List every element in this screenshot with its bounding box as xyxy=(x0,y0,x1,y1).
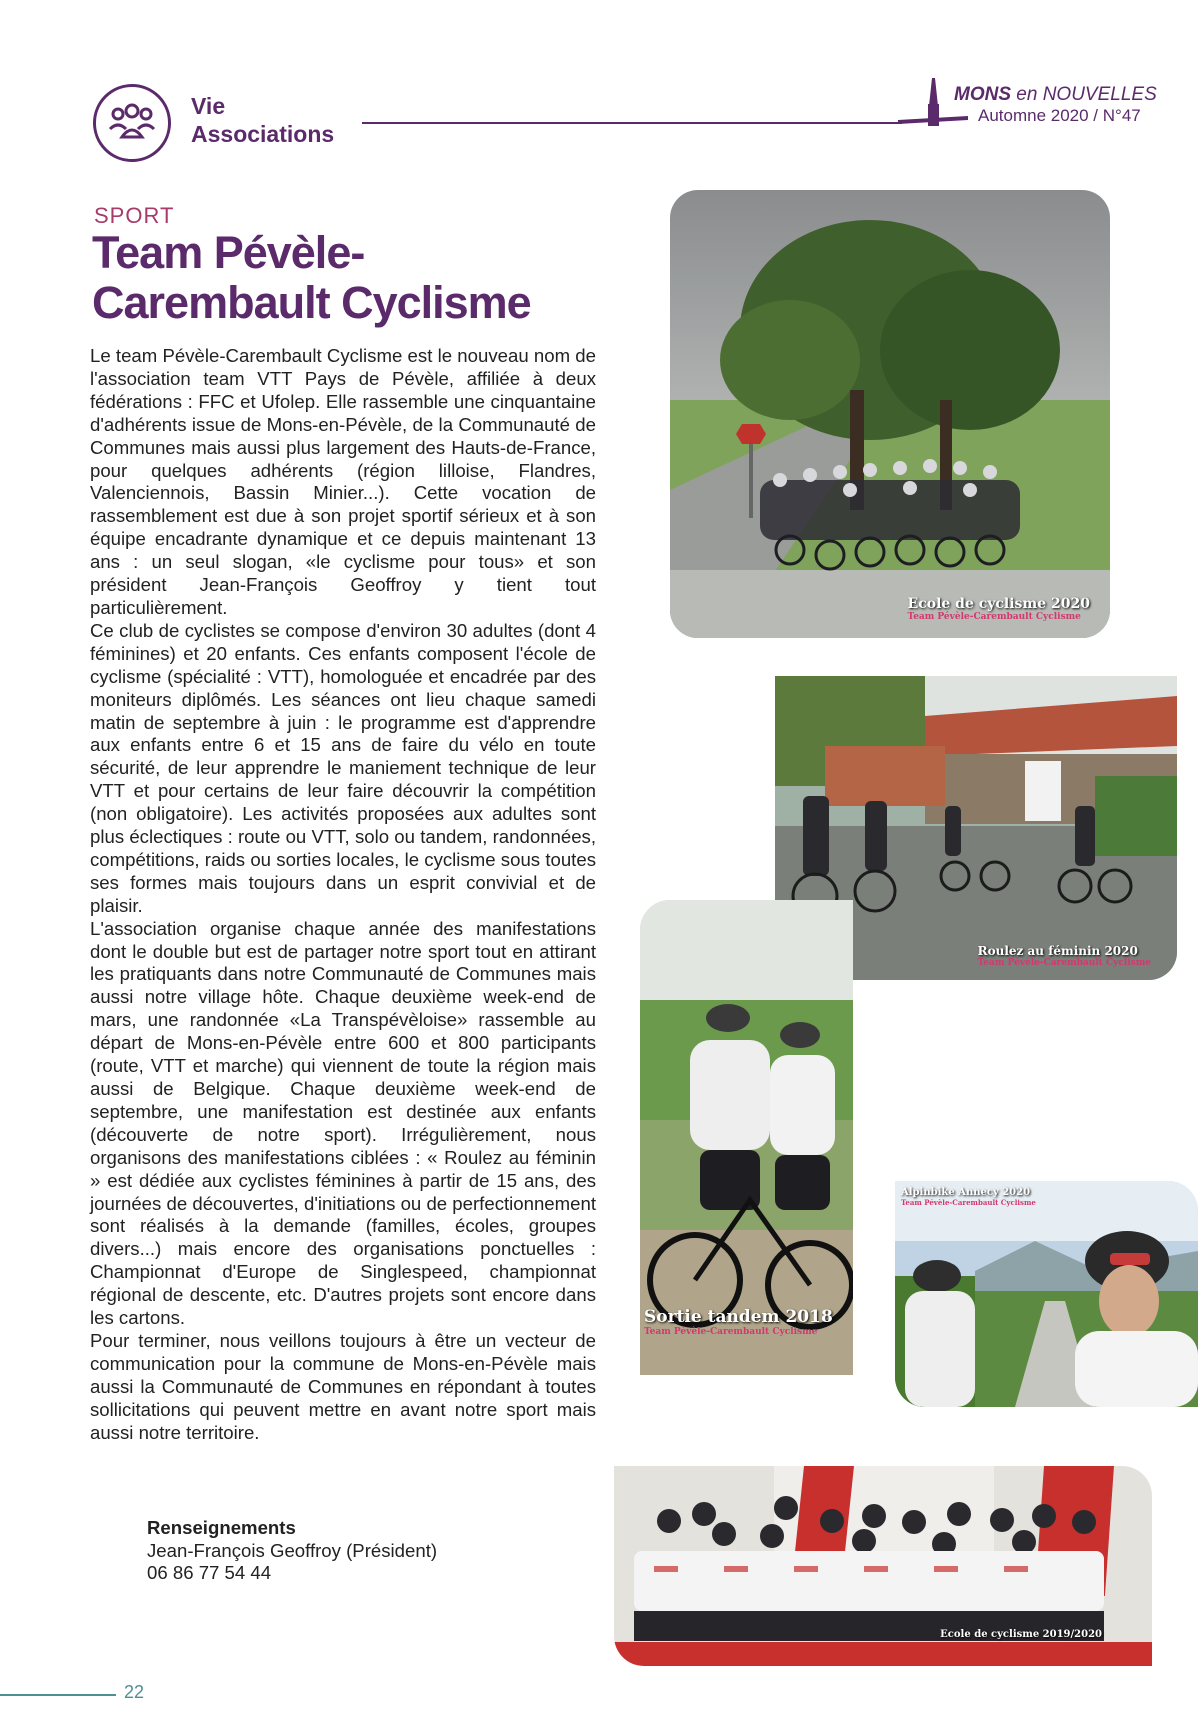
photo-4-caption: Alpinbike Annecy 2020 xyxy=(901,1187,1031,1198)
contact-block xyxy=(147,1517,437,1585)
photo-ecole-cyclisme-2020: Ecole de cyclisme 2020 Team Pévèle-Carembault Cyclisme xyxy=(670,190,1110,638)
section-label xyxy=(191,92,334,148)
article-title-line1: Team Pévèle- xyxy=(92,227,365,278)
contact-phone: 06 86 77 54 44 xyxy=(147,1562,272,1583)
contact-heading: Renseignements xyxy=(147,1517,296,1538)
article-kicker: SPORT xyxy=(94,203,175,228)
section-label-line2: Associations xyxy=(191,121,335,147)
article-title xyxy=(92,228,652,328)
magazine-name-bold: MONS xyxy=(954,84,1011,105)
article-paragraph: Ce club de cyclistes se compose d'environ 30 adultes (dont 4 féminines) et 20 enfants. Ces enfants composent l'école de cyclisme (spécialité : VTT), homologuée et encadrée par des moniteurs diplômés. Les séances ont lieu chaque samedi matin de septembre à juin : le programme est d'apprendre aux enfants entre 6 et 15 ans de faire du vélo en toute sécurité, de leur apprendre le maniement technique de leur VTT et pour certains de leur faire découvrir la compétition (non obligatoire). Les activités proposées aux adultes sont plus éclectiques : route ou VTT, solo ou tandem, randonnées, compétitions, raids ou sorties locales, le cyclisme sous toutes ses formes mais toujours dans un esprit convivial et de plaisir. xyxy=(90,619,596,916)
article-body xyxy=(90,345,596,1445)
people-group-icon xyxy=(93,84,171,162)
photo-roulez-au-feminin-2020: Roulez au féminin 2020 Team Pévèle-Carembault Cyclisme xyxy=(775,676,1177,980)
contact-name: Jean-François Geoffroy (Président) xyxy=(147,1539,438,1561)
article-paragraph: Pour terminer, nous veillons toujours à être un vecteur de communication pour la commune de Mons-en-Pévèle mais aussi la Communauté de Communes en répondant à toutes sollicitations qui peuvent mettre en avant notre sport mais aussi notre territoire. xyxy=(90,1329,596,1443)
article-paragraph: L'association organise chaque année des manifestations dont le double but est de partager notre sport tout en attirant les pratiquants dans notre Communauté de Communes mais aussi notre village hôte. Chaque deuxième week-end de mars, une randonnée «La Transpévèloise» rassemble au départ de Mons-en-Pévèle entre 600 et 800 participants (route, VTT et marche) qui viennent de toute la région mais aussi de Belgique. Chaque deuxième week-end de septembre, une manifestation est destinée aux enfants (découverte de notre sport). Irrégulièrement, nous organisons des manifestations ciblées : « Roulez au féminin » est dédiée aux cyclistes féminines à partir de 15 ans, des journées de découvertes, d'initiations ou de perfectionnement sont réalisés à la demande (familles, écoles, groupes divers...) mais encore des organisations ponctuelles : Championnat d'Europe de Singlespeed, championnat régional de descente, etc. D'autres projets sont encore dans les cartons. xyxy=(90,917,596,1329)
photo-ecole-cyclisme-2019-2020 xyxy=(614,1466,1152,1666)
photo-1-caption: Ecole de cyclisme 2020 xyxy=(907,596,1090,612)
page-number: 22 xyxy=(124,1682,145,1702)
article-title-line2: Carembault Cyclisme xyxy=(92,277,531,328)
header-rule xyxy=(362,122,902,124)
photo-alpinbike-annecy-2020: Alpinbike Annecy 2020 Team Pévèle-Carembault Cyclisme xyxy=(895,1181,1198,1407)
photo-5-caption: Ecole de cyclisme 2019/2020 xyxy=(940,1629,1102,1640)
photo-3-caption: Sortie tandem 2018 xyxy=(644,1307,833,1327)
section-label-line1: Vie xyxy=(191,93,226,119)
magazine-issue: Automne 2020 / N°47 xyxy=(978,106,1141,125)
article-paragraph: Le team Pévèle-Carembault Cyclisme est le nouveau nom de l'association team VTT Pays de Pévèle, affiliée à deux fédérations : FFC et Ufolep. Elle rassemble une cinquantaine d'adhérents issue de Mons-en-Pévèle, de la Communauté de Communes mais aussi plus largement des Hauts-de-France, pour quelques adhérents (région lilloise, Flandres, Valenciennois, Bassin Minier...). Cette vocation de rassemblement est due à son projet sportif sérieux et à son équipe encadrante dynamique et ce depuis maintenant 13 ans : un seul slogan, «le cyclisme pour tous» et son président Jean-François Geoffroy y tient tout particulièrement. xyxy=(90,345,596,618)
magazine-title xyxy=(954,84,1157,106)
photo-2-caption: Roulez au féminin 2020 xyxy=(977,944,1138,958)
footer-rule xyxy=(0,1694,116,1696)
photo-sortie-tandem-2018: Sortie tandem 2018 Team Pévèle-Carembault Cyclisme xyxy=(640,900,853,1375)
magazine-name-rest: en NOUVELLES xyxy=(1011,84,1157,105)
